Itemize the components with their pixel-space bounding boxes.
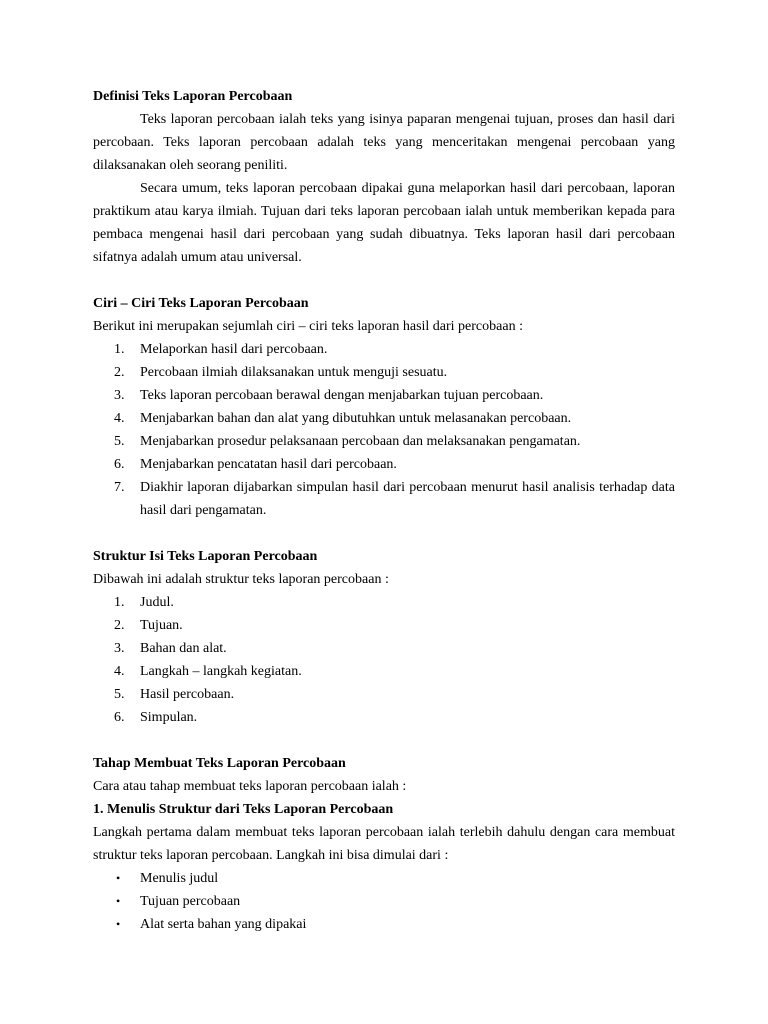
list-number: 6. (114, 457, 125, 472)
list-item (93, 706, 675, 729)
list-number: 1. (114, 342, 125, 357)
list-item (93, 384, 675, 407)
list-item (93, 890, 675, 913)
list-item (93, 913, 675, 936)
list-item-text: Menjabarkan pencatatan hasil dari percobaan. (140, 457, 397, 472)
paragraph-definisi-2: Secara umum, teks laporan percobaan dipakai guna melaporkan hasil dari percobaan, laporan praktikum atau karya ilmiah. Tujuan dari teks laporan percobaan ialah untuk memberikan kepada para pembaca mengenai hasil dari percobaan yang sudah dibuatnya. Teks laporan hasil dari percobaan sifatnya adalah umum atau universal. (93, 181, 675, 265)
list-item (93, 407, 675, 430)
list-number: 2. (114, 365, 125, 380)
bullet-icon: • (116, 871, 121, 885)
section-ciri (93, 292, 675, 522)
list-number: 5. (114, 434, 125, 449)
list-item-text: Menjabarkan bahan dan alat yang dibutuhkan untuk melasanakan percobaan. (140, 411, 572, 426)
paragraph-definisi-1: Teks laporan percobaan ialah teks yang isinya paparan mengenai tujuan, proses dan hasil dari percobaan. Teks laporan percobaan adalah teks yang menceritakan mengenai percobaan yang dilaksanakan oleh seorang peniliti. (93, 112, 675, 173)
list-number: 4. (114, 411, 125, 426)
section-tahap (93, 752, 675, 936)
numbered-list-ciri (93, 338, 675, 522)
list-item-text: Simpulan. (140, 710, 198, 725)
list-item (93, 361, 675, 384)
list-number: 3. (114, 641, 125, 656)
list-item (93, 637, 675, 660)
list-item-text: Tujuan percobaan (140, 894, 241, 909)
paragraph-step-1: Langkah pertama dalam membuat teks laporan percobaan ialah terlebih dahulu dengan cara membuat struktur teks laporan percobaan. Langkah ini bisa dimulai dari : (93, 825, 675, 863)
list-number: 7. (114, 480, 125, 495)
list-number: 1. (114, 595, 125, 610)
section-heading-struktur: Struktur Isi Teks Laporan Percobaan (93, 549, 318, 564)
bullet-icon: • (116, 894, 121, 908)
list-item (93, 614, 675, 637)
list-item (93, 683, 675, 706)
intro-ciri: Berikut ini merupakan sejumlah ciri – ciri teks laporan hasil dari percobaan : (93, 319, 523, 334)
intro-tahap: Cara atau tahap membuat teks laporan percobaan ialah : (93, 779, 407, 794)
section-struktur (93, 545, 675, 729)
list-item-text: Teks laporan percobaan berawal dengan menjabarkan tujuan percobaan. (140, 388, 544, 403)
list-number: 6. (114, 710, 125, 725)
list-item-text: Menjabarkan prosedur pelaksanaan percobaan dan melaksanakan pengamatan. (140, 434, 581, 449)
list-item (93, 430, 675, 453)
list-number: 3. (114, 388, 125, 403)
list-item (93, 660, 675, 683)
list-item (93, 591, 675, 614)
bullet-icon: • (116, 917, 121, 931)
numbered-list-struktur (93, 591, 675, 729)
list-item (93, 338, 675, 361)
list-item-text: Percobaan ilmiah dilaksanakan untuk menguji sesuatu. (140, 365, 448, 380)
section-heading-tahap: Tahap Membuat Teks Laporan Percobaan (93, 756, 346, 771)
list-item-text: Judul. (140, 595, 174, 610)
list-item-text: Bahan dan alat. (140, 641, 227, 656)
step-heading-1: 1. Menulis Struktur dari Teks Laporan Percobaan (93, 802, 394, 817)
intro-struktur: Dibawah ini adalah struktur teks laporan percobaan : (93, 572, 389, 587)
list-number: 2. (114, 618, 125, 633)
list-item (93, 453, 675, 476)
section-heading-ciri: Ciri – Ciri Teks Laporan Percobaan (93, 296, 309, 311)
bullet-list-tahap (93, 867, 675, 936)
list-number: 5. (114, 687, 125, 702)
list-item-text: Hasil percobaan. (140, 687, 235, 702)
list-item-text: Menulis judul (140, 871, 219, 886)
section-definisi (93, 85, 675, 269)
list-item (93, 867, 675, 890)
list-item-text: Langkah – langkah kegiatan. (140, 664, 302, 679)
list-number: 4. (114, 664, 125, 679)
list-item (93, 476, 675, 522)
list-item-text: Melaporkan hasil dari percobaan. (140, 342, 328, 357)
list-item-text: Alat serta bahan yang dipakai (140, 917, 307, 932)
list-item-text: Diakhir laporan dijabarkan simpulan hasil dari percobaan menurut hasil analisis terhadap data hasil dari pengamatan. (140, 480, 675, 518)
list-item-text: Tujuan. (140, 618, 183, 633)
section-heading-definisi: Definisi Teks Laporan Percobaan (93, 89, 293, 104)
